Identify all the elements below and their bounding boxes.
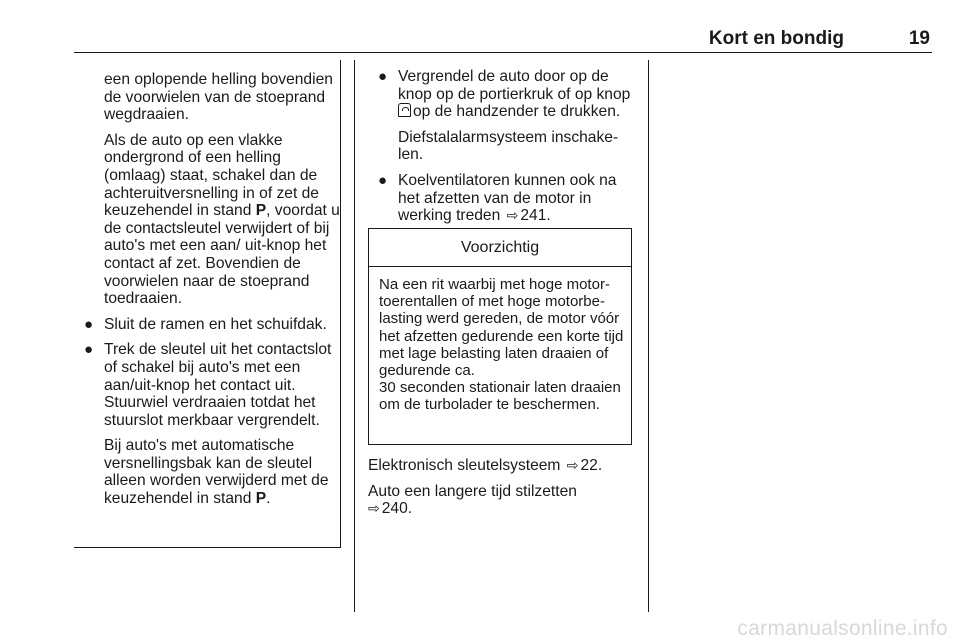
page-reference-icon: ⇨	[566, 457, 579, 473]
page-reference-link[interactable]: 240.	[381, 500, 413, 518]
bullet-icon: ●	[84, 315, 94, 333]
paragraph-park-slope	[74, 132, 340, 308]
paragraph-end: .	[266, 490, 271, 508]
bullet-icon: ●	[84, 341, 94, 359]
list-item-text: Trek de sleutel uit het contactslot of schakel bij auto's met een aan/uit-knop het contact uit. Stuurwiel verdraaien totdat het stuurslot merkbaar vergrendelt.	[104, 341, 332, 429]
watermark: carmanualsonline.info	[737, 617, 948, 641]
bullet-icon: ●	[378, 171, 388, 189]
list-item	[368, 172, 636, 225]
list-item	[74, 341, 340, 429]
paragraph-text: Bij auto's met automatische versnellingsbak kan de sleutel alleen worden verwijderd met de keuzehendel in stand	[104, 437, 329, 508]
right-column	[368, 60, 636, 518]
list-item	[74, 316, 340, 334]
list-item-text: Vergrendel de auto door op de knop op de portierkruk of op knop	[398, 68, 631, 103]
reference-line	[368, 457, 636, 475]
list-item-text: Sluit de ramen en het schuifdak.	[104, 315, 327, 333]
caution-box	[368, 228, 632, 445]
column-divider	[354, 60, 355, 612]
page-reference-icon: ⇨	[368, 500, 380, 517]
section-title: Kort en bondig	[708, 28, 844, 49]
reference-text: Elektronisch sleutelsysteem	[368, 457, 565, 474]
caution-title: Voorzichtig	[369, 229, 631, 267]
paragraph-automatic	[74, 437, 340, 507]
page-reference-link[interactable]: 241.	[520, 207, 551, 225]
column-divider-right	[648, 60, 649, 612]
page-reference-link[interactable]: 22.	[580, 457, 603, 474]
references-section	[368, 457, 636, 526]
gear-position-p: P	[255, 490, 267, 508]
page-reference-icon: ⇨	[506, 207, 519, 224]
paragraph-intro: een oplopende helling bovendien de voorwielen van de stoeprand wegdraaien.	[104, 71, 333, 124]
paragraph-text: , voordat u de contactsleutel verwijdert of bij auto's met een aan/ uit-knop het contact af zet. Bovendien de voorwielen naar de stoeprand toedraaien.	[104, 202, 340, 308]
paragraph-text: Als de auto op een vlakke ondergrond of een helling (omlaag) staat, schakel dan de achteruitversnelling in of zet de keuzehendel in stand	[104, 131, 319, 220]
lock-key-icon	[398, 103, 411, 117]
caution-text: 30 seconden stationair laten draaien om de turbolader te beschermen.	[379, 379, 621, 414]
page-header	[74, 28, 932, 53]
continued-instructions-box	[74, 60, 341, 548]
reference-text: Auto een langere tijd stilzetten	[368, 482, 577, 500]
caution-text: Na een rit waarbij met hoge motortoerentallen of met hoge motorbelasting werd gereden, de motor vóór het afzetten gedurende een korte tijd met lage belasting laten draaien of gedurende ca.	[379, 276, 624, 380]
caution-body	[369, 267, 631, 414]
bullet-icon: ●	[378, 68, 388, 85]
gear-position-p: P	[255, 202, 267, 220]
list-item-text: op de handzender te drukken.	[413, 103, 621, 121]
list-item-text: Koelventilatoren kunnen ook na het afzetten van de motor in werking treden	[398, 171, 617, 225]
list-item	[368, 68, 636, 121]
page-number: 19	[908, 28, 930, 49]
reference-line	[368, 483, 636, 518]
paragraph-alarm: Diefstalalarmsysteem inschakelen.	[398, 128, 619, 164]
